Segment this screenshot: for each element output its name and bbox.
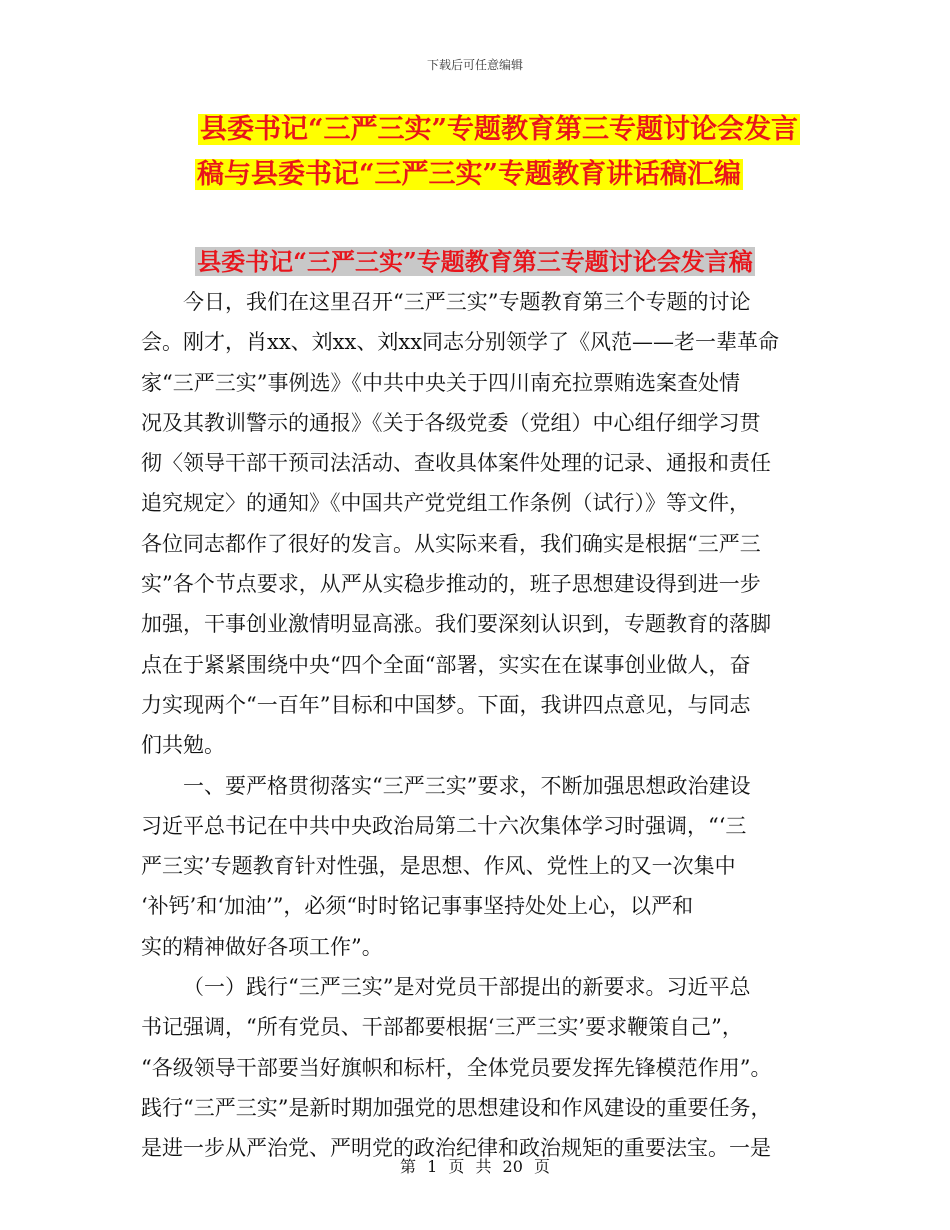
- body-line: 们共勉。: [141, 733, 225, 758]
- body-line: 书记强调，“所有党员、干部都要根据‘三严三实’要求鞭策自己”，: [141, 1015, 743, 1040]
- body-line: 追究规定〉的通知》《中国共产党党组工作条例（试行）》等文件，: [141, 491, 750, 516]
- document-title-line-2-text: 稿与县委书记“三严三实”专题教育讲话稿汇编: [196, 159, 742, 190]
- body-text: [141, 282, 811, 1169]
- document-title-line-1-text: 县委书记“三严三实”专题教育第三专题讨论会发言: [199, 114, 799, 145]
- body-line: 是进一步从严治党、严明党的政治纪律和政治规矩的重要法宝。一是: [141, 1136, 771, 1161]
- body-line: 习近平总书记在中共中央政治局第二十六次集体学习时强调，“‘三: [141, 813, 747, 838]
- body-line: 今日，我们在这里召开“三严三实”专题教育第三个专题的讨论: [183, 290, 751, 314]
- body-line: 实的精神做好各项工作”。: [141, 934, 383, 959]
- body-line: 点在于紧紧围绕中央“四个全面“部署，实实在在谋事创业做人，奋: [141, 652, 751, 677]
- body-line: 力实现两个“一百年”目标和中国梦。下面，我讲四点意见，与同志: [141, 692, 751, 717]
- document-title-line-1: [24, 111, 950, 149]
- page-header: 下载后可任意编辑: [426, 58, 523, 72]
- body-line: 家“三严三实”事例选》《中共中央关于四川南充拉票贿选案查处情: [141, 370, 740, 395]
- body-line: （一）践行“三严三实”是对党员干部提出的新要求。习近平总: [183, 975, 751, 1000]
- body-line: 彻〈领导干部干预司法活动、查收具体案件处理的记录、通报和责任: [141, 451, 771, 476]
- body-line: 加强，干事创业激情明显高涨。我们要深刻认识到，专题教育的落脚: [141, 612, 771, 637]
- body-line: 践行“三严三实”是新时期加强党的思想建设和作风建设的重要任务，: [141, 1095, 772, 1120]
- document-title-line-2: [0, 156, 944, 194]
- body-line: “各级领导干部要当好旗帜和标杆，全体党员要发挥先锋模范作用”。: [141, 1055, 772, 1080]
- body-line: 一、要严格贯彻落实“三严三实”要求，不断加强思想政治建设: [183, 773, 751, 798]
- section-title: [0, 244, 950, 280]
- body-line: 各位同志都作了很好的发言。从实际来看，我们确实是根据“三严三: [141, 531, 761, 556]
- body-line: 实”各个节点要求，从严从实稳步推动的，班子思想建设得到进一步: [141, 572, 761, 597]
- body-line: 况及其教训警示的通报》《关于各级党委（党组）中心组仔细学习贯: [141, 410, 761, 435]
- section-title-text: 县委书记“三严三实”专题教育第三专题讨论会发言稿: [197, 247, 753, 276]
- body-line: 严三实’专题教育针对性强，是思想、作风、党性上的又一次集中: [141, 854, 736, 879]
- body-line: 会。刚才，肖xx、刘xx、刘xx同志分别领学了《风范——老一辈革命: [141, 330, 780, 355]
- body-line: ‘补钙’和‘加油’”，必须“时时铭记事事坚持处处上心，以严和: [141, 894, 694, 919]
- page-number: 第 1 页 共 20 页: [400, 1157, 550, 1176]
